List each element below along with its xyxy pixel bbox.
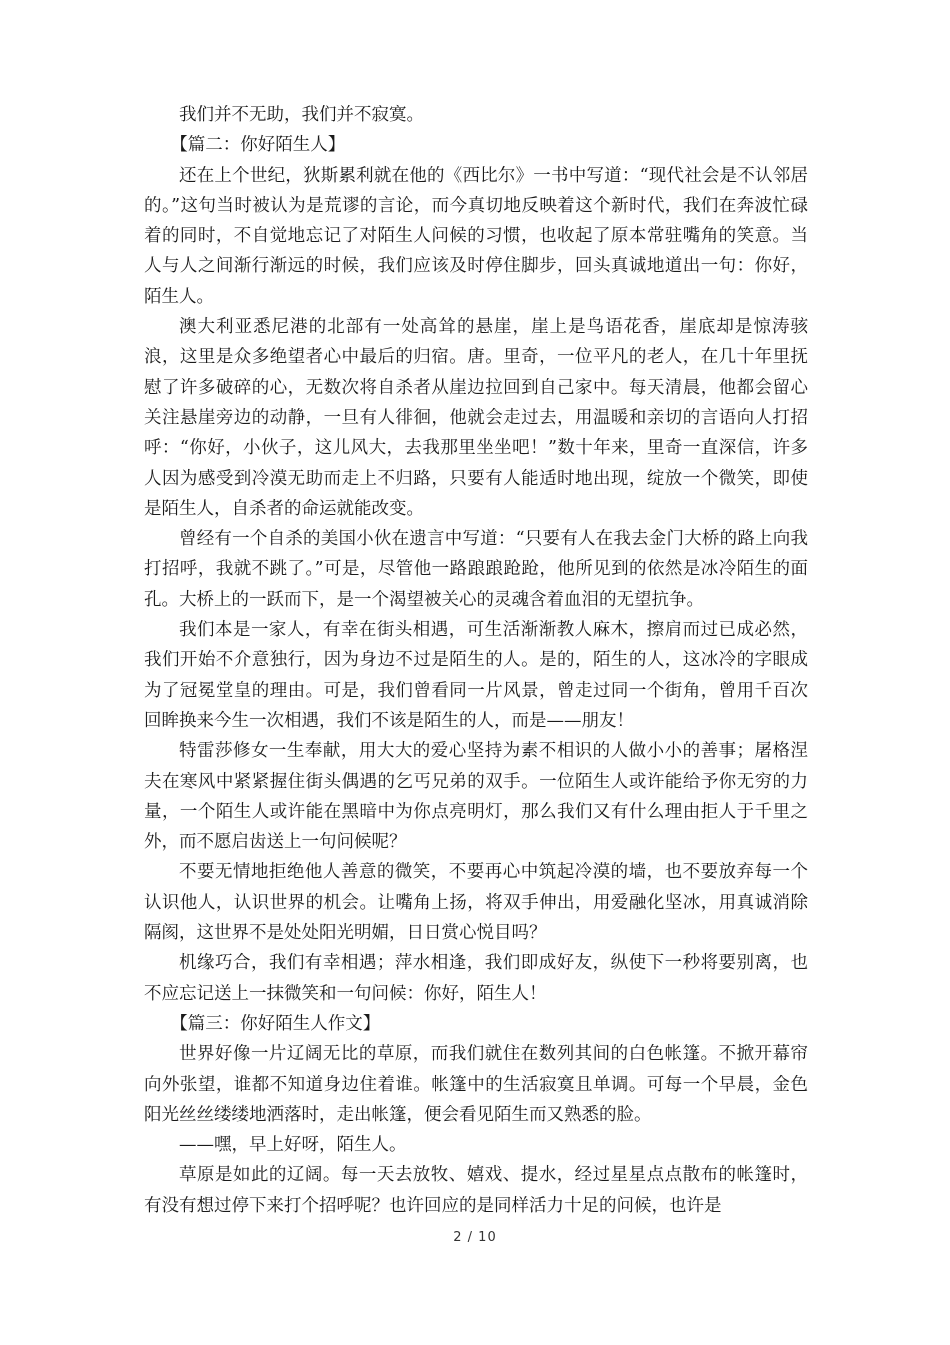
paragraph: 曾经有一个自杀的美国小伙在遗言中写道：“只要有人在我去金门大桥的路上向我打招呼，我就不跳了。”可是，尽管他一路踉踉跄跄，他所见到的依然是冰冷陌生的面孔。大桥上的一跃而下，是一个渴望被关心的灵魂含着血泪的无望抗争。	[144, 529, 808, 610]
paragraph: 特雷莎修女一生奉献，用大大的爱心坚持为素不相识的人做小小的善事；屠格涅夫在寒风中紧紧握住街头偶遇的乞丐兄弟的双手。一位陌生人或许能给予你无穷的力量，一个陌生人或许能在黑暗中为你点亮明灯，那么我们又有什么理由拒人于千里之外，而不愿启齿送上一句问候呢？	[144, 741, 808, 853]
paragraph: 机缘巧合，我们有幸相遇；萍水相逢，我们即成好友，纵使下一秒将要别离，也不应忘记送上一抹微笑和一句问候：你好，陌生人！	[144, 953, 808, 1004]
paragraph: 还在上个世纪，狄斯累利就在他的《西比尔》一书中写道：“现代社会是不认邻居的。”这句当时被认为是荒谬的言论，而今真切地反映着这个新时代，我们在奔波忙碌着的同时，不自觉地忘记了对陌生人问候的习惯，也收起了原本常驻嘴角的笑意。当人与人之间渐行渐远的时候，我们应该及时停住脚步，回头真诚地道出一句：你好，陌生人。	[144, 165, 808, 307]
paragraph: ——嘿，早上好呀，陌生人。	[179, 1135, 407, 1156]
page-number: 2 / 10	[453, 1230, 497, 1245]
paragraph: 我们并不无助，我们并不寂寞。	[179, 105, 424, 125]
paragraph: 我们本是一家人，有幸在街头相遇，可生活渐渐教人麻木，擦肩而过已成必然，我们开始不介意独行，因为身边不过是陌生的人。是的，陌生的人，这冰冷的字眼成为了冠冕堂皇的理由。可是，我们曾看同一片风景，曾走过同一个街角，曾用千百次回眸换来今生一次相遇，我们不该是陌生的人，而是——朋友！	[144, 620, 808, 731]
paragraph: 草原是如此的辽阔。每一天去放牧、嬉戏、提水，经过星星点点散布的帐篷时，有没有想过停下来打个招呼呢？也许回应的是同样活力十足的问候，也许是	[144, 1165, 808, 1216]
section-heading: 【篇二：你好陌生人】	[170, 135, 346, 156]
section-heading: 【篇三：你好陌生人作文】	[170, 1013, 381, 1034]
paragraph: 澳大利亚悉尼港的北部有一处高耸的悬崖，崖上是鸟语花香，崖底却是惊涛骇浪，这里是众多绝望者心中最后的归宿。唐。里奇，一位平凡的老人，在几十年里抚慰了许多破碎的心，无数次将自杀者从崖边拉回到自己家中。每天清晨，他都会留心关注悬崖旁边的动静，一旦有人徘徊，他就会走过去，用温暖和亲切的言语向人打招呼：“你好，小伙子，这儿风大，去我那里坐坐吧！”数十年来，里奇一直深信，许多人因为感受到冷漠无助而走上不归路，只要有人能适时地出现，绽放一个微笑，即使是陌生人，自杀者的命运就能改变。	[144, 317, 808, 519]
paragraph: 不要无情地拒绝他人善意的微笑，不要再心中筑起冷漠的墙，也不要放弃每一个认识他人，认识世界的机会。让嘴角上扬，将双手伸出，用爱融化坚冰，用真诚消除隔阂，这世界不是处处阳光明媚，日日赏心悦目吗？	[144, 862, 808, 944]
document-body	[144, 100, 808, 1221]
paragraph: 世界好像一片辽阔无比的草原，而我们就住在数列其间的白色帐篷。不掀开幕帘向外张望，谁都不知道身边住着谁。帐篷中的生活寂寞且单调。可每一个早晨，金色阳光丝丝缕缕地洒落时，走出帐篷，便会看见陌生而又熟悉的脸。	[144, 1044, 808, 1125]
